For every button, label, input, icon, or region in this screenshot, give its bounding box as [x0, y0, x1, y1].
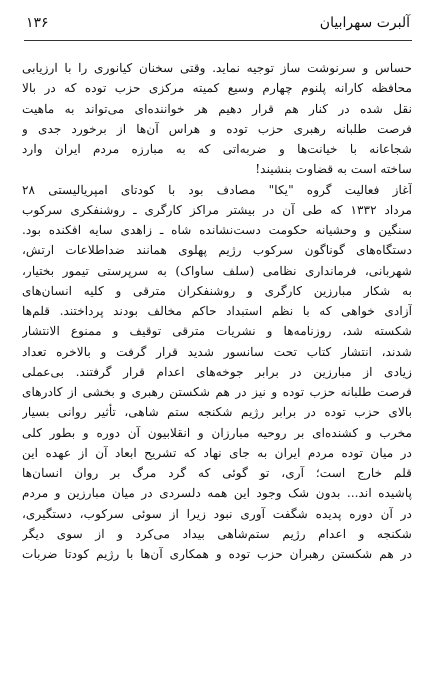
text-line: مخرب و کشنده‌ای بر روحیه مبارزان و انقلابیون آن دوره و بطور کلی	[22, 425, 412, 440]
text-line: آزادی خواهی که با نظم استبداد حاکم مخالف بودند پرداختند. قلم‌ها	[22, 304, 412, 318]
text-line: شکسته شد، روزنامه‌ها و نشریات مترقی توقیف و ممنوع الانتشار	[22, 324, 412, 339]
text-line: شهربانی، فرمانداری نظامی (سلف ساواک) به سرپرستی تیمور بختیار،	[22, 263, 412, 278]
text-line: شدند، انتشار کتاب تحت سانسور شدید قرار گرفت و بالاخره تعداد	[22, 344, 412, 359]
text-line: حساس و سرنوشت ساز توجیه نماید. وقتی سخنان کیانوری را با ارزیابی	[22, 61, 412, 75]
text-line: محافظه کارانه پلنوم چهارم وسیع کمیته مرکزی حزب توده که در بالا	[22, 81, 412, 96]
running-title: آلبرت سهرابیان	[319, 15, 410, 31]
text-line: قلم خارج است؛ آری، تو گوئی که گرد مرگ بر روان انسان‌ها	[22, 466, 412, 480]
text-line: پاشیده اند... بدون شک وجود این همه دلسردی در میان مبارزین و مردم	[22, 486, 412, 501]
page-number: ۱۳۶	[26, 15, 49, 31]
text-line: سنگین و وحشیانه حکومت دست‌نشانده شاه ـ زاهدی سایه افکنده بود.	[22, 223, 412, 237]
body-text	[22, 58, 412, 680]
text-line: زیادی از مبارزین در برابر جوخه‌های اعدام قرار گرفتند. بی‌عملی	[22, 364, 412, 379]
text-line: در آن دوره پدیده شگفت آوری نبود زیرا از سوئی سرکوب، دستگیری،	[22, 506, 412, 521]
text-line: شکنجه و اعدام رژیم ستم‌شاهی بیداد می‌کرد و از سوی دیگر	[22, 526, 412, 541]
text-line: فرصت طلبانه رهبری حزب توده و هراس آن‌ها از برخورد جدی و	[22, 121, 412, 136]
text-line: ساخته است به قضاوت بنشیند!	[255, 162, 412, 177]
text-line: نقل شده در کنار هم قرار دهیم هر خواننده‌ای می‌تواند به ماهیت	[22, 101, 412, 116]
text-line: شجاعانه با خیانت‌ها و ضربه‌اتی که به مبارزه مردم ایران وارد	[22, 142, 412, 156]
text-line: در هم شکستن رهبران حزب توده و همکاری آن‌ها با رژیم کودتا ضربات	[22, 547, 412, 561]
text-line: آغاز فعالیت گروه "یکا" مصادف بود با کودتای امپریالیستی ۲۸	[22, 182, 412, 197]
text-line: مرداد ۱۳۳۲ که طی آن در بیشتر مراکز کارگری ـ روشنفکری سرکوب	[22, 202, 412, 217]
text-line: به شکار مبارزین کارگری و روشنفکران مترقی و کلیه انسان‌های	[22, 283, 412, 298]
page-header	[26, 10, 410, 36]
text-line: فرصت طلبانه حزب توده و نیز در هم شکستن رهبری و بخشی از کادرهای	[22, 385, 412, 399]
header-rule	[24, 40, 412, 41]
text-line: در میان توده مردم ایران به جای نهاد که تشریح ابعاد آن از عهده این	[22, 445, 412, 460]
text-line: دستگاه‌های گوناگون سرکوب رژیم پهلوی همانند ضداطلاعات ارتش،	[22, 243, 412, 258]
text-line: بالای حزب توده در برابر رژیم شکنجه ستم شاهی، تأثیر روانی بسیار	[22, 405, 412, 420]
